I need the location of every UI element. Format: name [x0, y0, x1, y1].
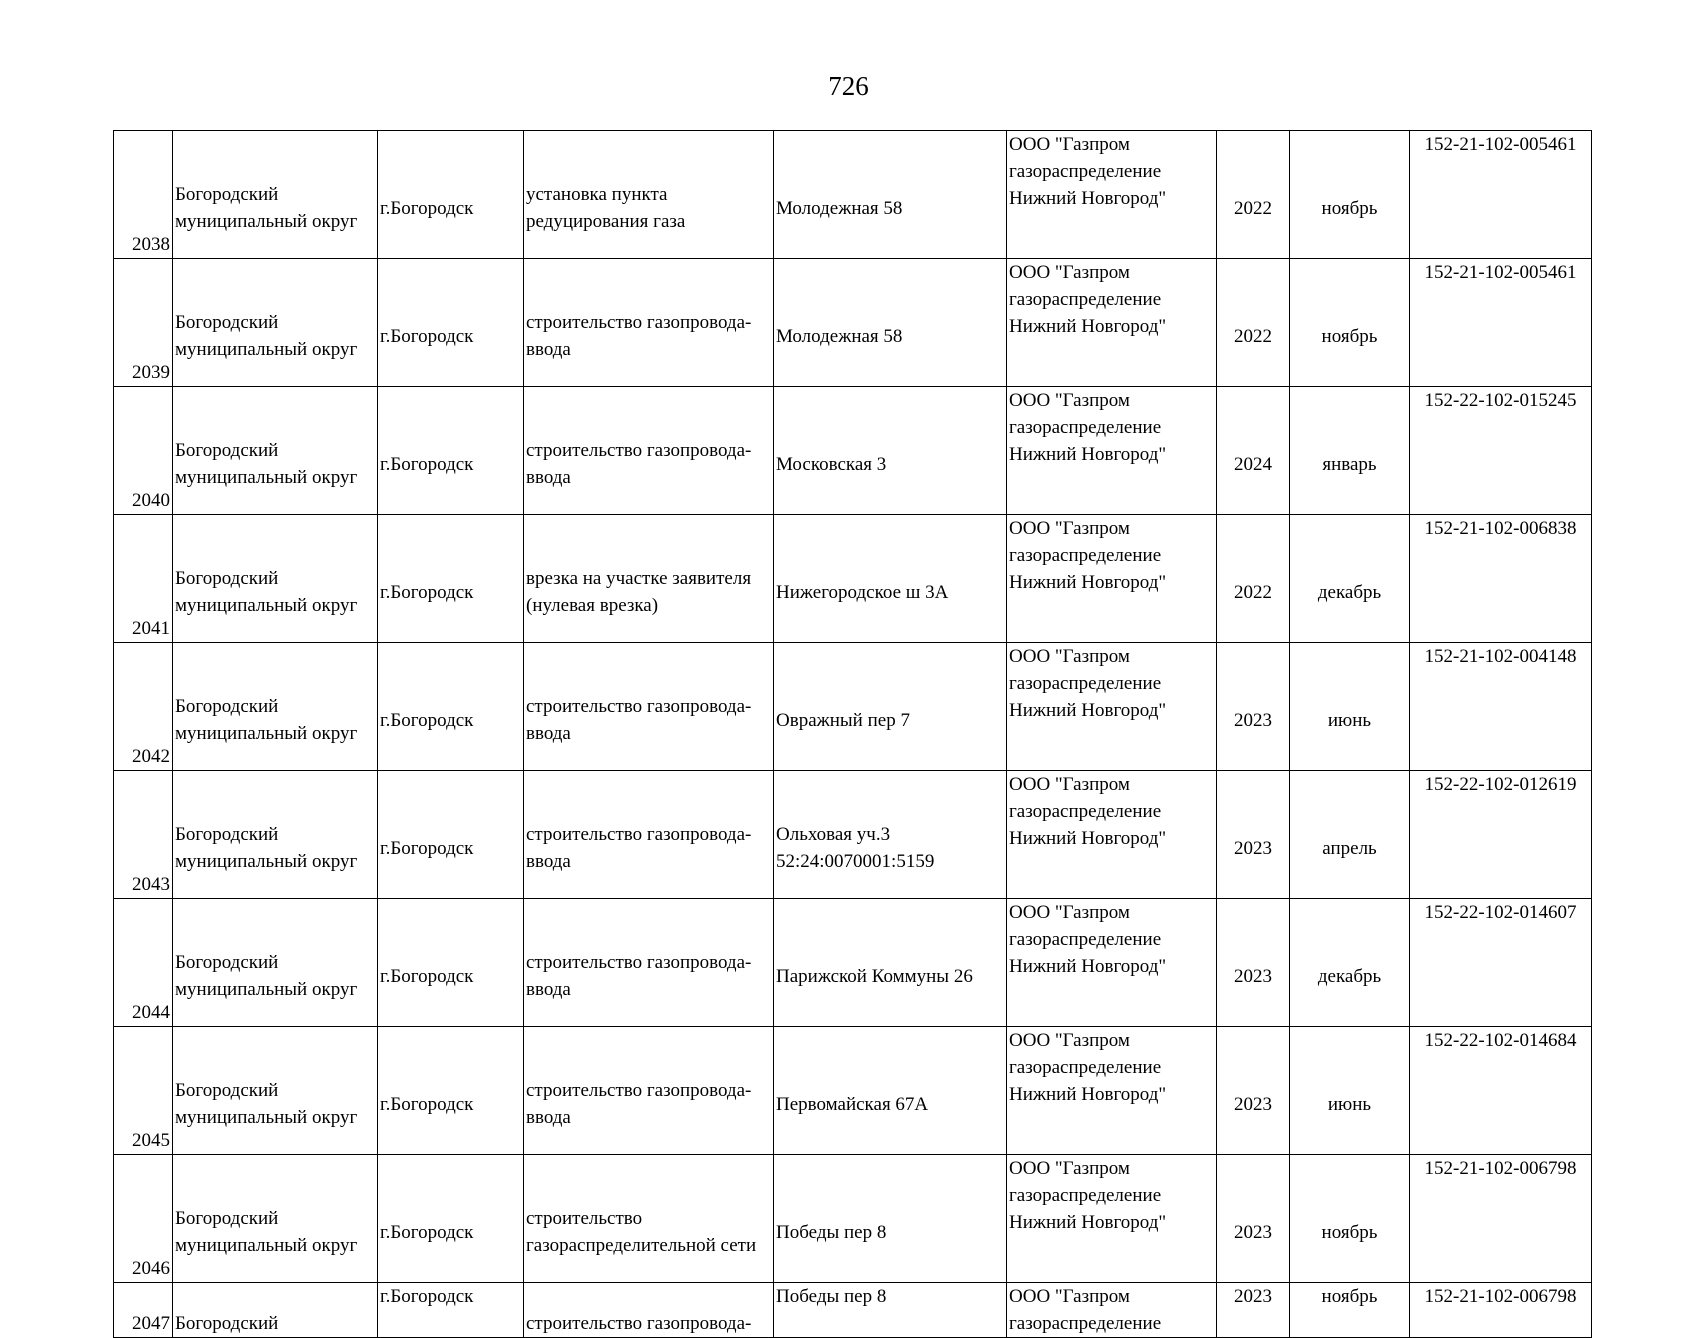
page-number: 726	[828, 71, 869, 101]
organization-cell-line: газораспределение	[1009, 673, 1162, 694]
application-code-cell-text: 152-21-102-006798	[1424, 1286, 1577, 1307]
city-cell-text: г.Богородск	[380, 837, 474, 859]
organization-cell-line: Нижний Новгород"	[1009, 316, 1167, 337]
district-cell-line: муниципальный округ	[175, 339, 358, 360]
district-cell	[173, 515, 378, 643]
organization-cell-line: ООО "Газпром	[1009, 902, 1130, 923]
city-cell-text: г.Богородск	[380, 453, 474, 475]
work-type-cell	[524, 1155, 774, 1283]
organization-cell	[1007, 259, 1217, 387]
year-cell-text: 2023	[1234, 1221, 1272, 1243]
address-cell	[774, 515, 1007, 643]
organization-cell-line: газораспределение	[1009, 929, 1162, 950]
city-cell	[378, 387, 524, 515]
city-cell-text: г.Богородск	[380, 325, 474, 347]
organization-cell	[1007, 1155, 1217, 1283]
month-cell	[1290, 387, 1410, 515]
application-code-cell-text: 152-21-102-006838	[1424, 518, 1577, 539]
row-number-cell-text: 2039	[132, 362, 170, 383]
city-cell	[378, 131, 524, 259]
district-cell-line: муниципальный округ	[175, 723, 358, 744]
year-cell	[1217, 259, 1290, 387]
district-cell-line: муниципальный округ	[175, 1235, 358, 1256]
address-cell	[774, 1027, 1007, 1155]
organization-cell-line: Нижний Новгород"	[1009, 444, 1167, 465]
year-cell	[1217, 515, 1290, 643]
work-type-cell	[524, 771, 774, 899]
city-cell-text: г.Богородск	[380, 1221, 474, 1243]
work-type-cell	[524, 259, 774, 387]
organization-cell	[1007, 1283, 1217, 1338]
work-type-cell-line: (нулевая врезка)	[526, 595, 659, 616]
year-cell	[1217, 387, 1290, 515]
row-number-cell	[114, 899, 173, 1027]
city-cell-text: г.Богородск	[380, 197, 474, 219]
records-body	[114, 131, 1592, 1338]
organization-cell-line: Нижний Новгород"	[1009, 572, 1167, 593]
organization-cell-line: газораспределение	[1009, 417, 1162, 438]
organization-cell-line: ООО "Газпром	[1009, 390, 1130, 411]
row-number-cell-text: 2042	[132, 746, 170, 767]
address-cell-line: Ольховая уч.3	[776, 824, 891, 845]
application-code-cell-text: 152-22-102-015245	[1424, 390, 1577, 411]
district-cell	[173, 643, 378, 771]
year-cell-text: 2023	[1234, 709, 1272, 731]
work-type-cell	[524, 643, 774, 771]
organization-cell-line: газораспределение	[1009, 1057, 1162, 1078]
city-cell	[378, 1027, 524, 1155]
city-cell	[378, 515, 524, 643]
year-cell	[1217, 1283, 1290, 1338]
application-code-cell-text: 152-21-102-005461	[1424, 134, 1577, 155]
year-cell-text: 2023	[1234, 1093, 1272, 1115]
month-cell-text: январь	[1322, 453, 1377, 475]
month-cell	[1290, 1027, 1410, 1155]
year-cell-text: 2022	[1234, 197, 1272, 219]
city-cell	[378, 643, 524, 771]
city-cell	[378, 899, 524, 1027]
year-cell	[1217, 1155, 1290, 1283]
address-cell-line: Овражный пер 7	[776, 709, 910, 731]
district-cell-line: Богородский	[175, 1080, 279, 1101]
year-cell-text: 2023	[1234, 965, 1272, 987]
city-cell-text: г.Богородск	[380, 965, 474, 987]
address-cell	[774, 1155, 1007, 1283]
district-cell-line: Богородский	[175, 568, 279, 589]
application-code-cell	[1410, 387, 1592, 515]
city-cell-text: г.Богородск	[380, 581, 474, 603]
address-cell-line: Молодежная 58	[776, 197, 903, 219]
row-number-cell	[114, 643, 173, 771]
month-cell	[1290, 899, 1410, 1027]
work-type-cell	[524, 131, 774, 259]
work-type-cell-line: ввода	[526, 467, 571, 488]
month-cell	[1290, 259, 1410, 387]
organization-cell-line: Нижний Новгород"	[1009, 828, 1167, 849]
table-row	[114, 643, 1592, 771]
address-cell	[774, 643, 1007, 771]
application-code-cell	[1410, 1027, 1592, 1155]
month-cell-text: июнь	[1327, 1093, 1372, 1115]
city-cell	[378, 259, 524, 387]
work-type-cell-line: строительство газопровода-	[526, 824, 752, 845]
organization-cell	[1007, 643, 1217, 771]
district-cell-line: Богородский	[175, 184, 279, 205]
month-cell	[1290, 131, 1410, 259]
district-cell-line: муниципальный округ	[175, 851, 358, 872]
year-cell	[1217, 771, 1290, 899]
address-cell	[774, 1283, 1007, 1338]
month-cell-text: ноябрь	[1321, 325, 1378, 347]
month-cell-text: декабрь	[1317, 965, 1382, 987]
work-type-cell-line: строительство газопровода-	[526, 696, 752, 717]
organization-cell	[1007, 131, 1217, 259]
district-cell-line: муниципальный округ	[175, 979, 358, 1000]
year-cell-text: 2023	[1234, 1286, 1272, 1307]
district-cell-line: муниципальный округ	[175, 467, 358, 488]
district-cell-line: Богородский	[175, 824, 279, 845]
address-cell-line: Победы пер 8	[776, 1221, 887, 1243]
row-number-cell	[114, 1027, 173, 1155]
address-cell	[774, 771, 1007, 899]
month-cell	[1290, 1283, 1410, 1338]
organization-cell-line: Нижний Новгород"	[1009, 700, 1167, 721]
organization-cell-line: газораспределение	[1009, 289, 1162, 310]
table-row	[114, 131, 1592, 259]
city-cell	[378, 1283, 524, 1338]
organization-cell-line: газораспределение	[1009, 1313, 1162, 1334]
month-cell-text: декабрь	[1317, 581, 1382, 603]
month-cell	[1290, 771, 1410, 899]
organization-cell-line: газораспределение	[1009, 801, 1162, 822]
year-cell-text: 2022	[1234, 325, 1272, 347]
address-cell	[774, 899, 1007, 1027]
work-type-cell-line: ввода	[526, 979, 571, 1000]
city-cell-text: г.Богородск	[380, 1286, 474, 1307]
work-type-cell-line: редуцирования газа	[526, 211, 686, 232]
address-cell	[774, 387, 1007, 515]
organization-cell	[1007, 515, 1217, 643]
application-code-cell-text: 152-21-102-006798	[1424, 1158, 1577, 1179]
district-cell-line: Богородский	[175, 312, 279, 333]
row-number-cell	[114, 771, 173, 899]
address-cell-line: Победы пер 8	[776, 1286, 887, 1307]
district-cell-line: Богородский	[175, 1208, 279, 1229]
application-code-cell-text: 152-22-102-012619	[1424, 774, 1577, 795]
district-cell	[173, 131, 378, 259]
row-number-cell-text: 2045	[132, 1130, 170, 1151]
row-number-cell	[114, 1155, 173, 1283]
organization-cell-line: ООО "Газпром	[1009, 262, 1130, 283]
month-cell-text: апрель	[1322, 837, 1377, 859]
city-cell-text: г.Богородск	[380, 1093, 474, 1115]
records-table	[113, 130, 1592, 1338]
application-code-cell	[1410, 899, 1592, 1027]
organization-cell-line: ООО "Газпром	[1009, 1286, 1130, 1307]
district-cell	[173, 1027, 378, 1155]
application-code-cell-text: 152-21-102-005461	[1424, 262, 1577, 283]
district-cell-line: муниципальный округ	[175, 1107, 358, 1128]
district-cell-line: Богородский	[175, 1313, 279, 1334]
row-number-cell-text: 2038	[132, 234, 170, 255]
organization-cell-line: Нижний Новгород"	[1009, 1084, 1167, 1105]
address-cell-line: Молодежная 58	[776, 325, 903, 347]
work-type-cell-line: строительство газопровода-	[526, 440, 752, 461]
row-number-cell-text: 2047	[132, 1313, 170, 1334]
address-cell-line: Первомайская 67А	[776, 1093, 929, 1115]
work-type-cell-line: ввода	[526, 851, 571, 872]
year-cell	[1217, 643, 1290, 771]
row-number-cell	[114, 131, 173, 259]
row-number-cell-text: 2041	[132, 618, 170, 639]
district-cell	[173, 259, 378, 387]
organization-cell-line: ООО "Газпром	[1009, 518, 1130, 539]
application-code-cell	[1410, 771, 1592, 899]
application-code-cell	[1410, 1155, 1592, 1283]
application-code-cell	[1410, 131, 1592, 259]
address-cell-line: 52:24:0070001:5159	[776, 851, 935, 872]
work-type-cell	[524, 515, 774, 643]
table-row	[114, 1283, 1592, 1338]
organization-cell-line: ООО "Газпром	[1009, 1030, 1130, 1051]
table-row	[114, 387, 1592, 515]
work-type-cell-line: ввода	[526, 723, 571, 744]
work-type-cell-line: строительство газопровода-	[526, 1313, 752, 1334]
district-cell	[173, 1155, 378, 1283]
month-cell-text: июнь	[1327, 709, 1372, 731]
year-cell-text: 2024	[1234, 453, 1272, 475]
row-number-cell-text: 2043	[132, 874, 170, 895]
table-row	[114, 515, 1592, 643]
year-cell-text: 2022	[1234, 581, 1272, 603]
organization-cell	[1007, 771, 1217, 899]
organization-cell-line: газораспределение	[1009, 545, 1162, 566]
organization-cell-line: Нижний Новгород"	[1009, 956, 1167, 977]
city-cell	[378, 1155, 524, 1283]
row-number-cell	[114, 1283, 173, 1338]
row-number-cell	[114, 259, 173, 387]
address-cell	[774, 259, 1007, 387]
organization-cell-line: Нижний Новгород"	[1009, 1212, 1167, 1233]
address-cell-line: Парижской Коммуны 26	[776, 965, 973, 987]
application-code-cell	[1410, 1283, 1592, 1338]
year-cell	[1217, 1027, 1290, 1155]
row-number-cell-text: 2046	[132, 1258, 170, 1279]
district-cell-line: Богородский	[175, 952, 279, 973]
application-code-cell-text: 152-22-102-014607	[1424, 902, 1577, 923]
row-number-cell	[114, 515, 173, 643]
application-code-cell-text: 152-21-102-004148	[1424, 646, 1577, 667]
district-cell	[173, 1283, 378, 1338]
row-number-cell-text: 2040	[132, 490, 170, 511]
organization-cell	[1007, 387, 1217, 515]
address-cell-line: Московская 3	[776, 453, 887, 475]
month-cell	[1290, 643, 1410, 771]
organization-cell-line: газораспределение	[1009, 161, 1162, 182]
work-type-cell-line: установка пункта	[526, 184, 668, 205]
year-cell	[1217, 899, 1290, 1027]
year-cell	[1217, 131, 1290, 259]
district-cell-line: Богородский	[175, 696, 279, 717]
city-cell	[378, 771, 524, 899]
table-row	[114, 1027, 1592, 1155]
year-cell-text: 2023	[1234, 837, 1272, 859]
organization-cell-line: ООО "Газпром	[1009, 646, 1130, 667]
work-type-cell-line: ввода	[526, 339, 571, 360]
organization-cell-line: ООО "Газпром	[1009, 774, 1130, 795]
district-cell	[173, 899, 378, 1027]
address-cell	[774, 131, 1007, 259]
table-row	[114, 259, 1592, 387]
district-cell-line: Богородский	[175, 440, 279, 461]
work-type-cell	[524, 1283, 774, 1338]
table-row	[114, 899, 1592, 1027]
work-type-cell-line: строительство газопровода-	[526, 312, 752, 333]
organization-cell	[1007, 1027, 1217, 1155]
work-type-cell-line: врезка на участке заявителя	[526, 568, 752, 589]
district-cell	[173, 387, 378, 515]
organization-cell-line: ООО "Газпром	[1009, 1158, 1130, 1179]
district-cell-line: муниципальный округ	[175, 595, 358, 616]
work-type-cell-line: строительство	[526, 1208, 643, 1229]
address-cell-line: Нижегородское ш 3А	[776, 581, 949, 603]
table-row	[114, 1155, 1592, 1283]
month-cell-text: ноябрь	[1321, 1286, 1378, 1307]
month-cell-text: ноябрь	[1321, 1221, 1378, 1243]
application-code-cell	[1410, 259, 1592, 387]
table-row	[114, 771, 1592, 899]
row-number-cell-text: 2044	[132, 1002, 170, 1023]
district-cell-line: муниципальный округ	[175, 211, 358, 232]
organization-cell-line: газораспределение	[1009, 1185, 1162, 1206]
work-type-cell-line: строительство газопровода-	[526, 952, 752, 973]
month-cell	[1290, 515, 1410, 643]
organization-cell-line: ООО "Газпром	[1009, 134, 1130, 155]
row-number-cell	[114, 387, 173, 515]
application-code-cell	[1410, 515, 1592, 643]
application-code-cell-text: 152-22-102-014684	[1424, 1030, 1577, 1051]
month-cell	[1290, 1155, 1410, 1283]
work-type-cell-line: строительство газопровода-	[526, 1080, 752, 1101]
month-cell-text: ноябрь	[1321, 197, 1378, 219]
work-type-cell	[524, 899, 774, 1027]
application-code-cell	[1410, 643, 1592, 771]
organization-cell	[1007, 899, 1217, 1027]
work-type-cell-line: газораспределительной сети	[526, 1235, 757, 1256]
city-cell-text: г.Богородск	[380, 709, 474, 731]
work-type-cell-line: ввода	[526, 1107, 571, 1128]
organization-cell-line: Нижний Новгород"	[1009, 188, 1167, 209]
district-cell	[173, 771, 378, 899]
work-type-cell	[524, 1027, 774, 1155]
work-type-cell	[524, 387, 774, 515]
